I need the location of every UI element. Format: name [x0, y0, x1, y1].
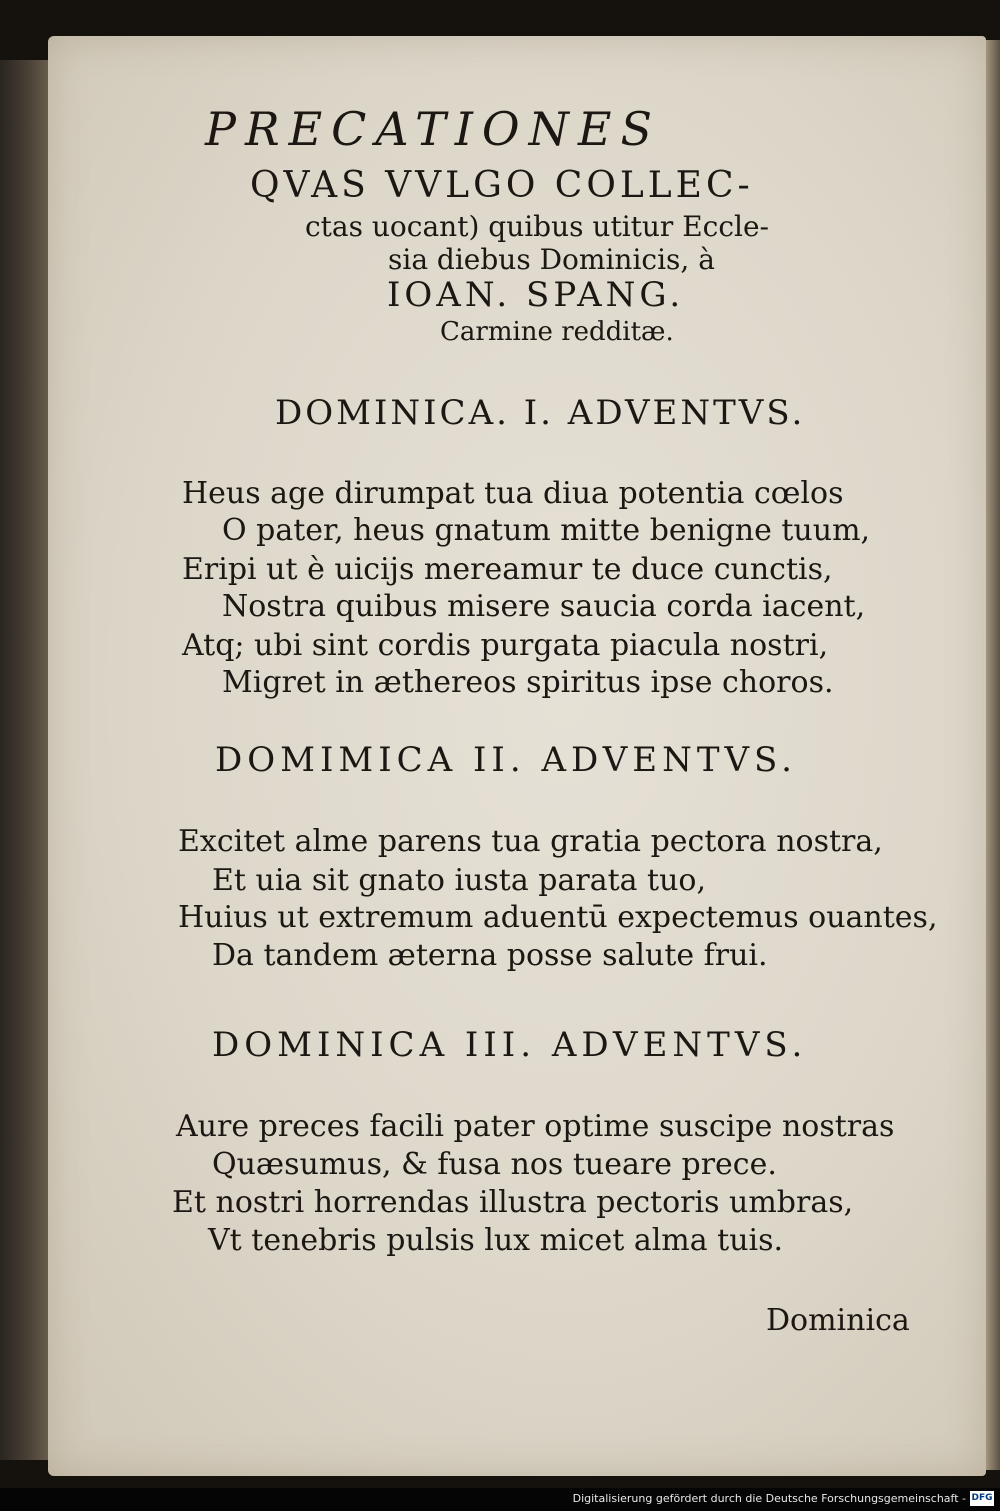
dfg-logo: DFG: [970, 1491, 994, 1506]
footer-credit-text: Digitalisierung gefördert durch die Deutsche Forschungsgemeinschaft -: [572, 1492, 966, 1505]
catchword: Dominica: [766, 1303, 910, 1338]
verse-line: Atq; ubi sint cordis purgata piacula nostri,: [182, 628, 829, 663]
verse-line: Et uia sit gnato iusta parata tuo,: [212, 863, 707, 898]
section-heading-3: DOMINICA III. ADVENTVS.: [212, 1025, 808, 1065]
verse-line: Nostra quibus misere saucia corda iacent,: [222, 589, 866, 624]
title-precationes: PRECATIONES: [205, 102, 661, 156]
title-subtitle-line-1: QVAS VVLGO COLLEC-: [250, 165, 754, 206]
title-subtitle-line-3: sia diebus Dominicis, à: [388, 243, 715, 276]
title-author: IOAN. SPANG.: [387, 275, 685, 315]
verse-line: O pater, heus gnatum mitte benigne tuum,: [222, 513, 871, 548]
verse-line: Eripi ut è uicijs mereamur te duce cunctis,: [182, 552, 833, 587]
digitization-footer: [0, 1488, 1000, 1511]
verse-line: Huius ut extremum aduentū expectemus ouantes,: [178, 900, 938, 935]
page-stack-edge: [986, 40, 1000, 1470]
verse-line: Heus age dirumpat tua diua potentia cœlos: [182, 476, 844, 511]
section-heading-1: DOMINICA. I. ADVENTVS.: [275, 393, 806, 433]
book-binding-edge: [0, 60, 52, 1460]
title-subtitle-line-2: ctas uocant) quibus utitur Eccle-: [305, 210, 770, 243]
verse-line: Excitet alme parens tua gratia pectora nostra,: [178, 824, 883, 859]
title-carmine: Carmine redditæ.: [440, 317, 674, 347]
verse-line: Da tandem æterna posse salute frui.: [212, 938, 768, 973]
verse-line: Et nostri horrendas illustra pectoris umbras,: [172, 1185, 854, 1220]
verse-line: Vt tenebris pulsis lux micet alma tuis.: [208, 1223, 784, 1258]
verse-line: Aure preces facili pater optime suscipe nostras: [176, 1109, 895, 1144]
verse-line: Quæsumus, & fusa nos tueare prece.: [212, 1147, 777, 1182]
section-heading-2: DOMIMICA II. ADVENTVS.: [215, 740, 797, 780]
verse-line: Migret in æthereos spiritus ipse choros.: [222, 665, 834, 700]
